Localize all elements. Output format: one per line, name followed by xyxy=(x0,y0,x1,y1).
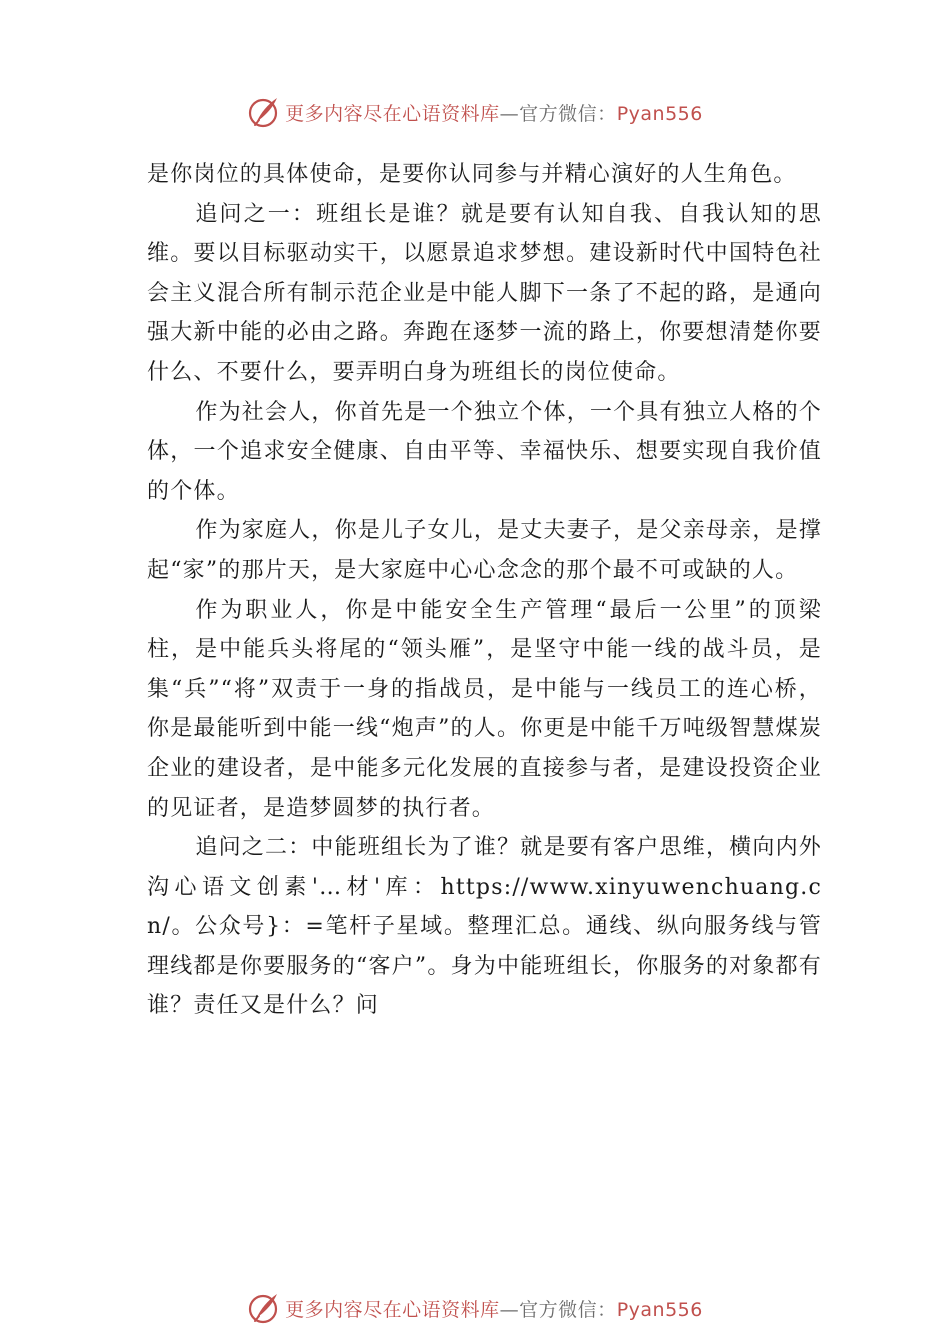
paragraph-professional-person: 作为职业人，你是中能安全生产管理“最后一公里”的顶梁柱，是中能兵头将尾的“领头雁”，是坚守中能一线的战斗员，是集“兵”“将”双责于一身的指战员，是中能与一线员工的连心桥，你是最能听到中能一线“炮声”的人。你更是中能千万吨级智慧煤炭企业的建设者，是中能多元化发展的直接参与者，是建设投资企业的见证者，是造梦圆梦的执行者。 xyxy=(147,597,822,821)
footer-wechat-id: Pyan556 xyxy=(616,1298,703,1321)
footer-dash: — xyxy=(499,1298,520,1321)
quill-pen-logo-icon xyxy=(247,1291,281,1325)
footer-banner xyxy=(0,1288,950,1328)
paragraph-question-two: 追问之二：中能班组长为了谁？就是要有客户思维，横向内外沟心语文创素'…材'库：https://www.xinyuwenchuang.cn/。公众号}：=笔杆子星域。整理汇总。通线、纵向服务线与管理线都是你要服务的“客户”。身为中能班组长，你服务的对象都有谁？责任又是什么？问 xyxy=(147,835,822,1019)
header-dash: — xyxy=(499,102,520,125)
quill-pen-logo-icon xyxy=(247,95,281,129)
paragraph-social-person: 作为社会人，你首先是一个独立个体，一个具有独立人格的个体，一个追求安全健康、自由平等、幸福快乐、想要实现自我价值的个体。 xyxy=(147,399,822,504)
header-banner-text xyxy=(285,99,703,126)
document-body xyxy=(147,155,822,1026)
paragraph-continued: 是你岗位的具体使命，是要你认同参与并精心演好的人生角色。 xyxy=(147,162,797,187)
footer-banner-text xyxy=(285,1295,703,1322)
header-banner xyxy=(0,92,950,132)
header-wechat-id: Pyan556 xyxy=(616,102,703,125)
paragraph-family-person: 作为家庭人，你是儿子女儿，是丈夫妻子，是父亲母亲，是撑起“家”的那片天，是大家庭中心心念念的那个最不可或缺的人。 xyxy=(147,518,822,583)
footer-wechat-label: 官方微信： xyxy=(519,1298,617,1321)
footer-site-name: 更多内容尽在心语资料库 xyxy=(285,1298,500,1321)
header-wechat-label: 官方微信： xyxy=(519,102,617,125)
paragraph-question-one: 追问之一：班组长是谁？就是要有认知自我、自我认知的思维。要以目标驱动实干，以愿景追求梦想。建设新时代中国特色社会主义混合所有制示范企业是中能人脚下一条了不起的路，是通向强大新中能的必由之路。奔跑在逐梦一流的路上，你要想清楚你要什么、不要什么，要弄明白身为班组长的岗位使命。 xyxy=(147,201,822,385)
header-site-name: 更多内容尽在心语资料库 xyxy=(285,102,500,125)
